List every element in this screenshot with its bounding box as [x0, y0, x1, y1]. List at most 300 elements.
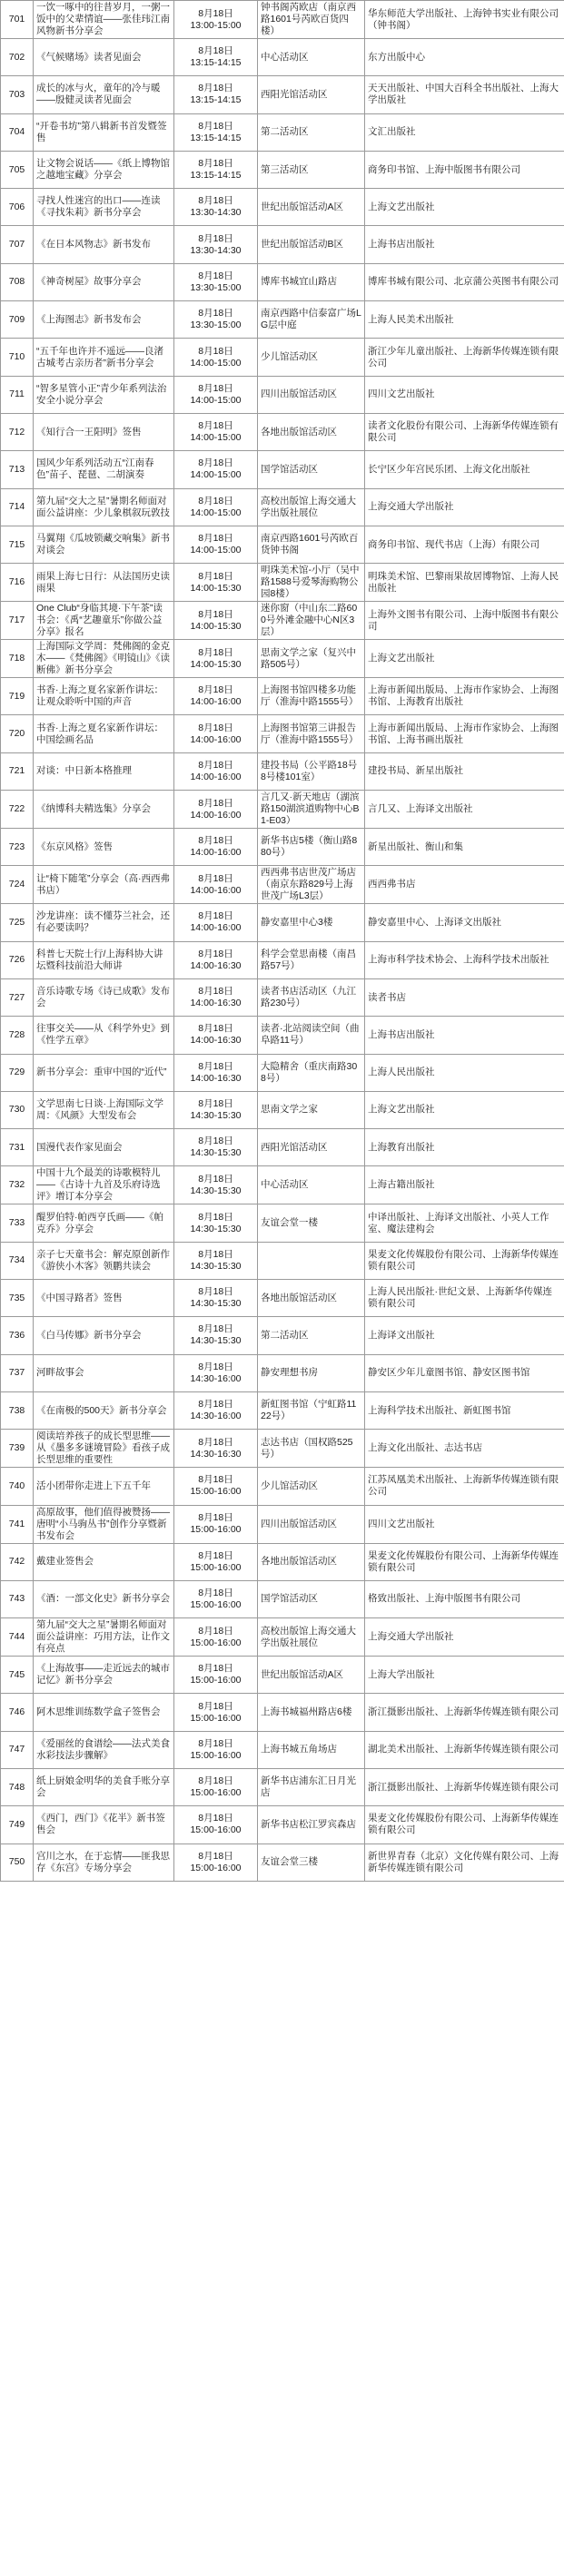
event-organizer-cell: 上海交通大学出版社 — [365, 1618, 564, 1657]
event-time-range: 13:30-14:30 — [190, 244, 242, 256]
event-time-range: 15:00-16:00 — [190, 1712, 242, 1724]
event-time-cell — [174, 1017, 258, 1054]
event-date: 8月18日 — [198, 608, 233, 620]
table-row — [1, 1806, 564, 1844]
event-time-cell — [174, 376, 258, 413]
event-date: 8月18日 — [198, 759, 233, 771]
event-date: 8月18日 — [198, 1399, 233, 1411]
event-title-cell: 音乐诗歌专场《诗已成歌》发布会 — [34, 978, 174, 1016]
event-time-cell — [174, 113, 258, 151]
event-title-cell: 阿木思维训练数学盒子签售会 — [34, 1694, 174, 1731]
event-venue-cell: 明珠美术馆-小厅（吴中路1588号爱琴海购物公园8楼） — [258, 564, 365, 602]
event-date: 8月18日 — [198, 382, 233, 394]
event-number-cell: 711 — [1, 376, 34, 413]
event-date: 8月18日 — [198, 1286, 233, 1298]
event-number-cell: 736 — [1, 1317, 34, 1354]
event-time-range: 15:00-16:00 — [190, 1598, 242, 1610]
event-number-cell: 737 — [1, 1354, 34, 1391]
event-organizer-cell: 上海外文图书有限公司、上海中版图书有限公司 — [365, 602, 564, 640]
event-date: 8月18日 — [198, 1474, 233, 1486]
event-date: 8月18日 — [198, 1587, 233, 1598]
event-time-range: 14:00-16:30 — [190, 959, 242, 971]
event-title-cell: 第九届“交大之星”暑期名师面对面公益讲座：巧用方法，让作文有亮点 — [34, 1618, 174, 1657]
event-number-cell: 709 — [1, 301, 34, 339]
event-title-cell: “五千年也许并不遥远——良渚古城考古亲历者”新书分享会 — [34, 339, 174, 376]
event-organizer-cell: 读者文化股份有限公司、上海新华传媒连锁有限公司 — [365, 413, 564, 450]
table-row — [1, 1657, 564, 1694]
event-time-cell — [174, 1468, 258, 1505]
event-venue-cell: 新华书店5楼（衡山路880号） — [258, 829, 365, 866]
event-venue-cell: 上海书城五角场店 — [258, 1731, 365, 1768]
event-time-range: 14:30-15:30 — [190, 1260, 242, 1272]
event-title-cell: 《西门，西门》《花半》新书签售会 — [34, 1806, 174, 1844]
event-title-cell: 寻找人性迷宫的出口——连读《寻找朱莉》新书分享会 — [34, 189, 174, 226]
table-row — [1, 1017, 564, 1054]
event-date: 8月18日 — [198, 1023, 233, 1035]
event-time-cell — [174, 1354, 258, 1391]
table-row — [1, 1129, 564, 1166]
event-number-cell: 707 — [1, 226, 34, 263]
event-date: 8月18日 — [198, 1436, 233, 1448]
event-time-range: 14:30-15:30 — [190, 1335, 242, 1347]
event-number-cell: 738 — [1, 1391, 34, 1429]
event-time-range: 14:00-15:00 — [190, 357, 242, 369]
event-venue-cell: 第二活动区 — [258, 1317, 365, 1354]
event-time-range: 15:00-16:00 — [190, 1787, 242, 1799]
table-row — [1, 151, 564, 188]
event-number-cell: 722 — [1, 791, 34, 829]
event-title-cell: 让文物会说话——《纸上博物馆之越地宝藏》分享会 — [34, 151, 174, 188]
event-time-cell — [174, 1657, 258, 1694]
event-date: 8月18日 — [198, 570, 233, 582]
event-date: 8月18日 — [198, 1097, 233, 1109]
event-organizer-cell: 东方出版中心 — [365, 39, 564, 76]
event-organizer-cell: 商务印书馆、上海中版图书有限公司 — [365, 151, 564, 188]
event-venue-cell: 四川出版馆活动区 — [258, 376, 365, 413]
event-venue-cell: 各地出版馆活动区 — [258, 413, 365, 450]
event-number-cell: 750 — [1, 1844, 34, 1881]
event-venue-cell: 言几又·新天地店（湖滨路150湖滨道购物中心B1-E03） — [258, 791, 365, 829]
table-row — [1, 904, 564, 941]
event-title-cell: 《纳博科夫精选集》分享会 — [34, 791, 174, 829]
event-number-cell: 713 — [1, 451, 34, 488]
event-time-cell — [174, 829, 258, 866]
event-date: 8月18日 — [198, 1512, 233, 1523]
table-row — [1, 1580, 564, 1617]
table-row — [1, 1694, 564, 1731]
table-row — [1, 941, 564, 978]
event-number-cell: 727 — [1, 978, 34, 1016]
event-time-range: 14:00-16:00 — [190, 922, 242, 934]
event-number-cell: 733 — [1, 1204, 34, 1242]
event-organizer-cell: 上海人民出版社 — [365, 1054, 564, 1091]
event-venue-cell: 大隐精舍（重庆南路308号） — [258, 1054, 365, 1091]
table-row — [1, 1091, 564, 1128]
event-number-cell: 717 — [1, 602, 34, 640]
event-date: 8月18日 — [198, 797, 233, 809]
event-time-range: 14:00-15:30 — [190, 658, 242, 670]
event-number-cell: 704 — [1, 113, 34, 151]
event-number-cell: 703 — [1, 76, 34, 113]
event-venue-cell: 西阳光馆活动区 — [258, 1129, 365, 1166]
event-venue-cell: 志达书店（国权路525号） — [258, 1430, 365, 1468]
table-row — [1, 1, 564, 39]
event-title-cell: 活小团带你走进上下五千年 — [34, 1468, 174, 1505]
event-organizer-cell: 华东师范大学出版社、上海钟书实业有限公司（钟书阁） — [365, 1, 564, 39]
event-organizer-cell: 上海市新闻出版局、上海市作家协会、上海图书馆、上海教育出版社 — [365, 678, 564, 715]
event-time-cell — [174, 1, 258, 39]
event-number-cell: 741 — [1, 1505, 34, 1543]
event-date: 8月18日 — [198, 1625, 233, 1637]
event-venue-cell: 上海图书馆第三讲报告厅（淮海中路1555号） — [258, 715, 365, 752]
event-date: 8月18日 — [198, 457, 233, 469]
event-venue-cell: 南京西路1601号芮欧百货钟书阁 — [258, 526, 365, 563]
table-row — [1, 1505, 564, 1543]
event-organizer-cell: 上海人民美术出版社 — [365, 301, 564, 339]
event-venue-cell: 迷你窗（中山东二路600号外滩金融中心N区3层） — [258, 602, 365, 640]
event-organizer-cell: 浙江少年儿童出版社、上海新华传媒连锁有限公司 — [365, 339, 564, 376]
event-date: 8月18日 — [198, 1549, 233, 1561]
event-title-cell: 中国十九个最美的诗歌模特儿——《古诗十九首及乐府诗选评》增订本分享会 — [34, 1166, 174, 1204]
event-time-range: 14:30-16:00 — [190, 1372, 242, 1384]
event-date: 8月18日 — [198, 195, 233, 207]
event-organizer-cell: 静安嘉里中心、上海译文出版社 — [365, 904, 564, 941]
event-title-cell: 《上海图志》新书发布会 — [34, 301, 174, 339]
event-time-cell — [174, 1844, 258, 1881]
table-row — [1, 1543, 564, 1580]
event-venue-cell: 世纪出版馆活动A区 — [258, 189, 365, 226]
event-time-range: 13:15-14:15 — [190, 132, 242, 143]
event-organizer-cell: 上海文艺出版社 — [365, 640, 564, 678]
event-time-cell — [174, 1054, 258, 1091]
event-time-range: 14:00-15:30 — [190, 620, 242, 632]
event-time-range: 13:00-15:00 — [190, 19, 242, 31]
table-row — [1, 413, 564, 450]
event-date: 8月18日 — [198, 308, 233, 320]
event-time-range: 14:00-16:30 — [190, 1072, 242, 1084]
event-title-cell: 让“椅下随笔”分享会（高·西西弗书店） — [34, 866, 174, 904]
table-row — [1, 1166, 564, 1204]
event-venue-cell: 四川出版馆活动区 — [258, 1505, 365, 1543]
event-title-cell: 《白马传娜》新书分享会 — [34, 1317, 174, 1354]
event-time-range: 13:15-14:15 — [190, 57, 242, 69]
event-title-cell: 亲子七天童书会：解克原创新作《游侠小木客》领鹏共读会 — [34, 1242, 174, 1279]
event-venue-cell: 上海书城福州路店6楼 — [258, 1694, 365, 1731]
table-row — [1, 1054, 564, 1091]
event-organizer-cell: 新世界青春（北京）文化传媒有限公司、上海新华传媒连锁有限公司 — [365, 1844, 564, 1881]
event-number-cell: 721 — [1, 752, 34, 790]
event-date: 8月18日 — [198, 1737, 233, 1749]
event-time-cell — [174, 1280, 258, 1317]
event-time-range: 14:00-16:00 — [190, 847, 242, 859]
event-organizer-cell: 上海大学出版社 — [365, 1657, 564, 1694]
event-organizer-cell: 上海教育出版社 — [365, 1129, 564, 1166]
table-row — [1, 791, 564, 829]
event-title-cell: 往事交关——从《科学外史》到《性学五章》 — [34, 1017, 174, 1054]
event-time-range: 14:00-16:00 — [190, 733, 242, 745]
event-venue-cell: 少儿馆活动区 — [258, 1468, 365, 1505]
event-date: 8月18日 — [198, 1813, 233, 1824]
event-venue-cell: 博库书城宜山路店 — [258, 263, 365, 300]
event-title-cell: 醍罗伯特·帕西亨氏画——《帕克乔》分享会 — [34, 1204, 174, 1242]
event-number-cell: 723 — [1, 829, 34, 866]
event-time-cell — [174, 941, 258, 978]
event-organizer-cell: 果麦文化传媒股份有限公司、上海新华传媒连锁有限公司 — [365, 1543, 564, 1580]
event-date: 8月18日 — [198, 120, 233, 132]
event-title-cell: 成长的冰与火，童年的冷与暖——殷健灵读者见面会 — [34, 76, 174, 113]
event-time-range: 14:00-16:30 — [190, 998, 242, 1009]
event-organizer-cell: 上海科学技术出版社、新虹图书馆 — [365, 1391, 564, 1429]
event-number-cell: 747 — [1, 1731, 34, 1768]
event-time-cell — [174, 1618, 258, 1657]
event-title-cell: 戴建业签售会 — [34, 1543, 174, 1580]
event-date: 8月18日 — [198, 722, 233, 733]
event-number-cell: 740 — [1, 1468, 34, 1505]
event-schedule-body — [1, 1, 564, 1882]
table-row — [1, 1280, 564, 1317]
event-organizer-cell: 上海市科学技术协会、上海科学技术出版社 — [365, 941, 564, 978]
event-number-cell: 710 — [1, 339, 34, 376]
event-time-cell — [174, 640, 258, 678]
event-venue-cell: 新华书店松江罗宾森店 — [258, 1806, 365, 1844]
table-row — [1, 678, 564, 715]
event-time-range: 14:00-15:00 — [190, 469, 242, 481]
event-title-cell: 新书分享会：重审中国的“近代” — [34, 1054, 174, 1091]
table-row — [1, 978, 564, 1016]
table-row — [1, 829, 564, 866]
event-venue-cell: 西西弗书店世茂广场店（南京东路829号上海世茂广场L3层） — [258, 866, 365, 904]
event-time-cell — [174, 715, 258, 752]
table-row — [1, 752, 564, 790]
event-title-cell: “开卷书坊”第八辑新书首发暨签售 — [34, 113, 174, 151]
event-time-range: 15:00-16:00 — [190, 1862, 242, 1873]
event-organizer-cell: 明珠美术馆、巴黎雨果故居博物馆、上海人民出版社 — [365, 564, 564, 602]
event-venue-cell: 思南文学之家（复兴中路505号） — [258, 640, 365, 678]
event-title-cell: 国漫代表作家见面会 — [34, 1129, 174, 1166]
event-date: 8月18日 — [198, 232, 233, 244]
event-date: 8月18日 — [198, 1211, 233, 1223]
event-date: 8月18日 — [198, 986, 233, 998]
event-venue-cell: 建投书局（公平路18号8号楼101室） — [258, 752, 365, 790]
table-row — [1, 1317, 564, 1354]
event-organizer-cell: 上海人民出版社·世纪文景、上海新华传媒连锁有限公司 — [365, 1280, 564, 1317]
event-date: 8月18日 — [198, 1173, 233, 1185]
event-organizer-cell: 江苏凤凰美术出版社、上海新华传媒连锁有限公司 — [365, 1468, 564, 1505]
event-title-cell: 上海国际文学周：梵佛阁的金克木——《梵佛阁》《明镜山》《读断佛》新书分享会 — [34, 640, 174, 678]
table-row — [1, 1430, 564, 1468]
event-venue-cell: 读者·北站阅读空间（曲阜路11号） — [258, 1017, 365, 1054]
event-organizer-cell: 文汇出版社 — [365, 113, 564, 151]
event-date: 8月18日 — [198, 1700, 233, 1712]
event-organizer-cell: 四川文艺出版社 — [365, 1505, 564, 1543]
event-time-range: 14:00-16:00 — [190, 884, 242, 896]
event-venue-cell: 国学馆活动区 — [258, 451, 365, 488]
event-title-cell: 沙龙讲座：读不懂芬兰社会，还有必要读吗？ — [34, 904, 174, 941]
event-title-cell: 文学思南七日谈·上海国际文学周：《风颜》大型发布会 — [34, 1091, 174, 1128]
event-title-cell: 纸上厨娘金明华的美食手账分享会 — [34, 1768, 174, 1805]
event-title-cell: 《中国寻路者》签售 — [34, 1280, 174, 1317]
event-time-range: 14:30-15:30 — [190, 1298, 242, 1310]
event-date: 8月18日 — [198, 533, 233, 544]
event-time-cell — [174, 904, 258, 941]
event-time-cell — [174, 189, 258, 226]
event-number-cell: 730 — [1, 1091, 34, 1128]
event-date: 8月18日 — [198, 646, 233, 658]
event-organizer-cell: 浙江摄影出版社、上海新华传媒连锁有限公司 — [365, 1768, 564, 1805]
event-organizer-cell: 上海古籍出版社 — [365, 1166, 564, 1204]
event-venue-cell: 友谊会堂一楼 — [258, 1204, 365, 1242]
event-number-cell: 718 — [1, 640, 34, 678]
event-time-range: 13:15-14:15 — [190, 94, 242, 106]
event-organizer-cell: 上海交通大学出版社 — [365, 488, 564, 526]
event-venue-cell: 各地出版馆活动区 — [258, 1543, 365, 1580]
event-number-cell: 728 — [1, 1017, 34, 1054]
table-row — [1, 263, 564, 300]
table-row — [1, 715, 564, 752]
event-organizer-cell: 湖北美术出版社、上海新华传媒连锁有限公司 — [365, 1731, 564, 1768]
event-time-range: 14:30-15:30 — [190, 1223, 242, 1234]
event-venue-cell: 中心活动区 — [258, 39, 365, 76]
event-title-cell: 《在日本风物志》新书发布 — [34, 226, 174, 263]
event-organizer-cell: 上海书店出版社 — [365, 226, 564, 263]
event-time-range: 15:00-16:00 — [190, 1675, 242, 1686]
event-venue-cell: 第三活动区 — [258, 151, 365, 188]
event-date: 8月18日 — [198, 1775, 233, 1787]
event-title-cell: “智多星管小正”青少年系列法治安全小说分享会 — [34, 376, 174, 413]
event-date: 8月18日 — [198, 1060, 233, 1072]
event-time-cell — [174, 1580, 258, 1617]
event-date: 8月18日 — [198, 1361, 233, 1372]
table-row — [1, 640, 564, 678]
event-time-range: 14:00-16:30 — [190, 1035, 242, 1047]
event-organizer-cell: 浙江摄影出版社、上海新华传媒连锁有限公司 — [365, 1694, 564, 1731]
event-title-cell: 书香·上海之夏名家新作讲坛：中国绘画名品 — [34, 715, 174, 752]
event-title-cell: 《东京风格》签售 — [34, 829, 174, 866]
event-venue-cell: 世纪出版馆活动A区 — [258, 1657, 365, 1694]
event-time-cell — [174, 752, 258, 790]
event-number-cell: 716 — [1, 564, 34, 602]
event-date: 8月18日 — [198, 7, 233, 19]
event-time-range: 14:00-16:00 — [190, 696, 242, 708]
event-organizer-cell: 上海译文出版社 — [365, 1317, 564, 1354]
table-row — [1, 339, 564, 376]
event-time-range: 14:00-15:00 — [190, 545, 242, 556]
table-row — [1, 1391, 564, 1429]
event-time-range: 14:00-16:00 — [190, 771, 242, 782]
table-row — [1, 1242, 564, 1279]
event-number-cell: 732 — [1, 1166, 34, 1204]
event-title-cell: 《神奇树屋》故事分享会 — [34, 263, 174, 300]
event-title-cell: 河畔故事会 — [34, 1354, 174, 1391]
table-row — [1, 1844, 564, 1881]
event-time-cell — [174, 564, 258, 602]
event-time-cell — [174, 76, 258, 113]
event-number-cell: 719 — [1, 678, 34, 715]
event-number-cell: 748 — [1, 1768, 34, 1805]
event-time-cell — [174, 1242, 258, 1279]
table-row — [1, 1731, 564, 1768]
event-number-cell: 720 — [1, 715, 34, 752]
event-number-cell: 725 — [1, 904, 34, 941]
event-time-range: 15:00-16:00 — [190, 1824, 242, 1836]
event-venue-cell: 高校出版馆上海交通大学出版社展位 — [258, 488, 365, 526]
event-date: 8月18日 — [198, 1663, 233, 1675]
event-organizer-cell: 博库书城有限公司、北京蒲公英图书有限公司 — [365, 263, 564, 300]
event-time-cell — [174, 263, 258, 300]
event-time-cell — [174, 1768, 258, 1805]
event-time-range: 15:00-16:00 — [190, 1524, 242, 1535]
event-organizer-cell: 上海书店出版社 — [365, 1017, 564, 1054]
event-venue-cell: 科学会堂思南楼（南昌路57号） — [258, 941, 365, 978]
event-organizer-cell: 长宁区少年宫民乐团、上海文化出版社 — [365, 451, 564, 488]
table-row — [1, 1354, 564, 1391]
event-time-cell — [174, 866, 258, 904]
event-time-range: 14:00-15:00 — [190, 506, 242, 518]
event-title-cell: 《酒：一部文化史》新书分享会 — [34, 1580, 174, 1617]
event-venue-cell: 第二活动区 — [258, 113, 365, 151]
event-organizer-cell: 静安区少年儿童图书馆、静安区图书馆 — [365, 1354, 564, 1391]
event-venue-cell: 中心活动区 — [258, 1166, 365, 1204]
table-row — [1, 602, 564, 640]
event-number-cell: 706 — [1, 189, 34, 226]
table-row — [1, 376, 564, 413]
event-title-cell: 《气候赌场》读者见面会 — [34, 39, 174, 76]
table-row — [1, 39, 564, 76]
event-title-cell: 对谈：中日新本格推理 — [34, 752, 174, 790]
event-time-cell — [174, 1731, 258, 1768]
event-time-cell — [174, 1694, 258, 1731]
event-number-cell: 744 — [1, 1618, 34, 1657]
event-time-range: 15:00-16:00 — [190, 1637, 242, 1648]
table-row — [1, 301, 564, 339]
event-time-cell — [174, 678, 258, 715]
event-number-cell: 714 — [1, 488, 34, 526]
event-date: 8月18日 — [198, 1323, 233, 1335]
event-time-range: 14:00-15:30 — [190, 582, 242, 594]
event-title-cell: 高原故事，他们值得被赞扬——唐明“小马驹丛书”创作分享暨新书发布会 — [34, 1505, 174, 1543]
event-organizer-cell: 上海文艺出版社 — [365, 189, 564, 226]
table-row — [1, 1468, 564, 1505]
event-date: 8月18日 — [198, 872, 233, 884]
table-row — [1, 1618, 564, 1657]
event-number-cell: 701 — [1, 1, 34, 39]
event-title-cell: 《上海故事——走近远去的城市记忆》新书分享会 — [34, 1657, 174, 1694]
event-organizer-cell: 读者书店 — [365, 978, 564, 1016]
table-row — [1, 113, 564, 151]
event-venue-cell: 各地出版馆活动区 — [258, 1280, 365, 1317]
event-title-cell: 宫川之水，在于忘情——匪我思存《东宫》专场分享会 — [34, 1844, 174, 1881]
event-organizer-cell: 上海文艺出版社 — [365, 1091, 564, 1128]
event-number-cell: 735 — [1, 1280, 34, 1317]
event-organizer-cell: 建投书局、新星出版社 — [365, 752, 564, 790]
event-time-cell — [174, 413, 258, 450]
event-title-cell: One Club“身临其境·下午茶”读书会：《禹“艺趣童乐”你做公益分享》报名 — [34, 602, 174, 640]
table-row — [1, 488, 564, 526]
event-time-range: 13:15-14:15 — [190, 170, 242, 182]
event-organizer-cell: 新星出版社、衡山和集 — [365, 829, 564, 866]
event-time-cell — [174, 602, 258, 640]
event-time-range: 13:30-15:00 — [190, 320, 242, 331]
event-time-cell — [174, 1806, 258, 1844]
event-venue-cell: 少儿馆活动区 — [258, 339, 365, 376]
event-time-cell — [174, 301, 258, 339]
table-row — [1, 76, 564, 113]
event-time-cell — [174, 1505, 258, 1543]
event-date: 8月18日 — [198, 835, 233, 847]
table-row — [1, 1768, 564, 1805]
event-time-range: 13:30-15:00 — [190, 281, 242, 293]
event-number-cell: 731 — [1, 1129, 34, 1166]
